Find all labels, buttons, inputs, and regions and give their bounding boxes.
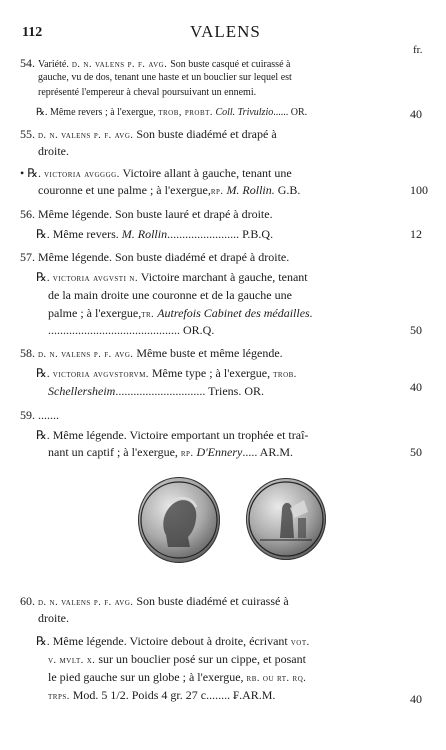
page-number: 112 <box>22 25 43 40</box>
entry-54-reverse: ℞. Même revers ; à l'exergue, trob, probt. Coll. Trivulzio...... OR. <box>36 107 308 118</box>
entry-59-line2: nant un captif ; à l'exergue, rp. D'Ennery..... AR.M. <box>48 445 294 459</box>
entry-54-line3: représenté l'empereur à cheval poursuivant un ennemi. <box>38 87 257 98</box>
entry-60-reverse-line4: trps. Mod. 5 1/2. Poids 4 gr. 27 c........ ₣.AR.M. <box>48 688 276 702</box>
running-title: VALENS <box>190 22 261 41</box>
column-head: fr. <box>413 44 423 56</box>
entry-58-line2: Schellersheim.............................. Triens. OR. <box>48 384 264 398</box>
entry-55-line1: 55. d. n. valens p. f. avg. Son buste diadémé et drapé à <box>20 127 277 141</box>
entry-58-reverse: ℞. victoria avgvstorvm. Même type ; à l'exergue, trob. <box>36 366 297 380</box>
entry-55-reverse: • ℞. victoria avgggg. Victoire allant à gauche, tenant une <box>20 166 292 180</box>
entry-59-reverse: ℞. Même légende. Victoire emportant un trophée et traî- <box>36 428 309 442</box>
entry-57-line3: palme ; à l'exergue,tr. Autrefois Cabinet des médailles. <box>48 306 313 320</box>
entry-60-reverse-line2: v. mvlt. x. sur un bouclier posé sur un cippe, et posant <box>48 652 306 666</box>
entry-59-line1: 59. ....... <box>20 408 59 422</box>
entry-60-value: 40 <box>410 692 422 706</box>
entry-54-line1: 54. Variété. d. n. valens p. f. avg. Son buste casqué et cuirassé à <box>20 56 291 70</box>
entry-55-value: 100 <box>410 183 428 197</box>
entry-56-reverse: ℞. Même revers. M. Rollin........................ P.B.Q. <box>36 227 274 241</box>
entry-57-line2: de la main droite une couronne et de la gauche une <box>48 288 292 302</box>
entry-57-value: 50 <box>410 323 422 337</box>
entry-60-reverse-line3: le pied gauche sur un globe ; à l'exergue, rb. ou rt. rq. <box>48 670 307 684</box>
entry-55-line2: droite. <box>38 144 69 158</box>
coin-reverse-image <box>246 478 326 560</box>
entry-58-line1: 58. d. n. valens p. f. avg. Même buste et même légende. <box>20 346 283 360</box>
entry-54-line2: gauche, vu de dos, tenant une haste et un bouclier sur lequel est <box>38 72 292 83</box>
entry-60-reverse: ℞. Même légende. Victoire debout à droite, écrivant vot. <box>36 634 310 648</box>
entry-56-value: 12 <box>410 227 422 241</box>
coin-obverse-image <box>138 477 220 563</box>
entry-57-line1: 57. Même légende. Son buste diadémé et drapé à droite. <box>20 250 290 264</box>
entry-56-line1: 56. Même légende. Son buste lauré et drapé à droite. <box>20 207 273 221</box>
entry-59-value: 50 <box>410 445 422 459</box>
entry-57-line4: ............................................ OR.Q. <box>48 323 215 337</box>
entry-60-line1: 60. d. n. valens p. f. avg. Son buste diadémé et cuirassé à <box>20 594 289 608</box>
entry-55-reverse-line2: couronne et une palme ; à l'exergue,rp. M. Rollin. G.B. <box>38 183 301 197</box>
entry-57-reverse: ℞. victoria avgvsti n. Victoire marchant à gauche, tenant <box>36 270 308 284</box>
entry-60-line2: droite. <box>38 611 69 625</box>
entry-58-value: 40 <box>410 380 422 394</box>
entry-54-value: 40 <box>410 107 422 121</box>
